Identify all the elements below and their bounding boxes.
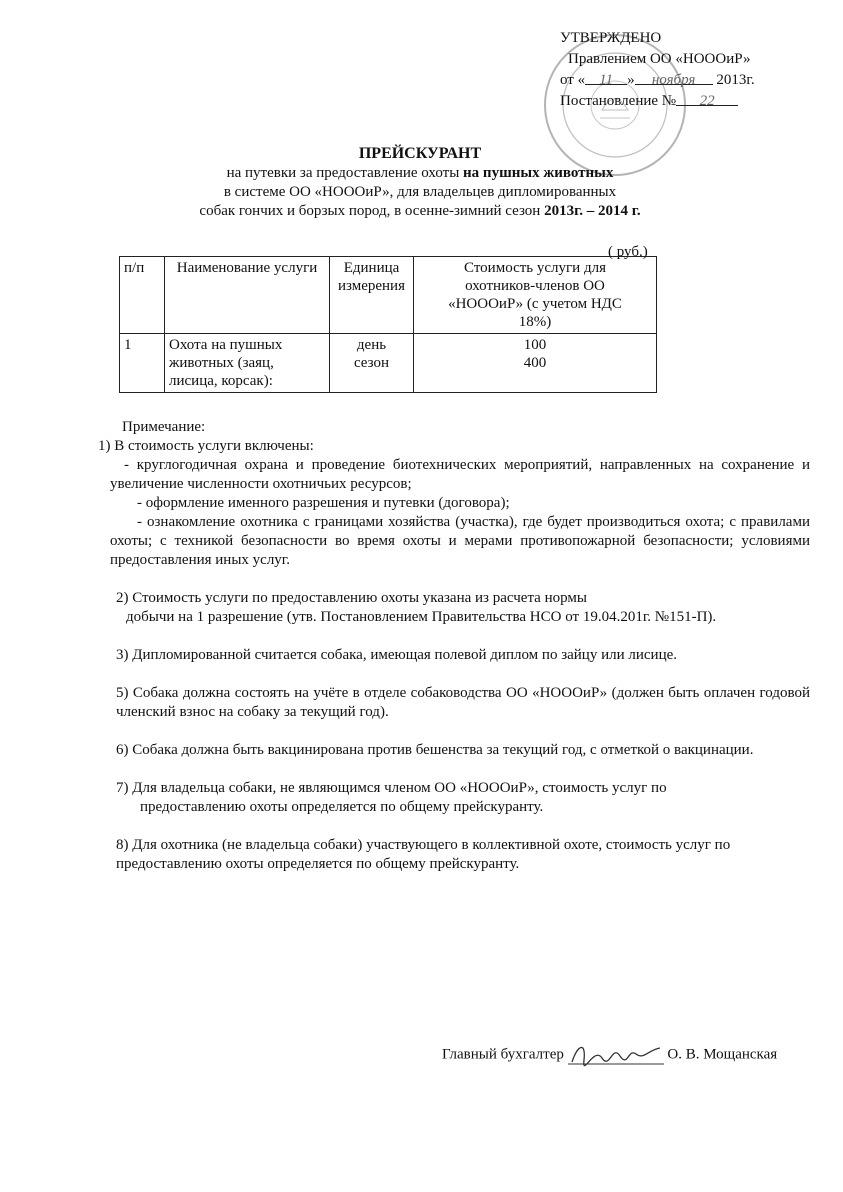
note-7b: предоставлению охоты определяется по общему прейскуранту. <box>140 799 544 815</box>
note-1a: - круглогодичная охрана и проведение биотехнических мероприятий, направленных на сохранение и увеличение численности охотничьих ресурсов; <box>110 457 810 492</box>
subtitle-line-1-text: на путевки за предоставление охоты <box>226 165 464 181</box>
subtitle-line-3-bold: 2013г. – 2014 г. <box>544 203 641 219</box>
handwritten-signature <box>568 1038 664 1072</box>
approval-year: 2013г. <box>716 72 755 88</box>
price-season: 400 <box>523 355 547 371</box>
header-service: Наименование услуги <box>165 257 330 334</box>
signature-block <box>442 1038 777 1072</box>
note-2a: 2) Стоимость услуги по предоставлению охоты указана из расчета нормы <box>116 590 587 606</box>
row-service: Охота на пушных животных (заяц, лисица, корсак): <box>165 334 330 393</box>
note-1b: - оформление именного разрешения и путевки (договора); <box>137 495 510 511</box>
row-price <box>414 334 657 393</box>
unit-day: день <box>356 337 387 353</box>
approval-month: ноября <box>635 70 713 85</box>
table-row <box>120 334 657 393</box>
signer-position: Главный бухгалтер <box>442 1046 564 1063</box>
note-5: 5) Собака должна состоять на учёте в отделе собаководства ОО «НОООиР» (должен быть оплачен годовой членский взнос на собаку за текущий год). <box>116 685 810 720</box>
currency-note: ( руб.) <box>608 244 648 260</box>
price-table <box>119 256 657 393</box>
approval-date-prefix: от « <box>560 72 586 88</box>
row-unit <box>330 334 414 393</box>
note-3: 3) Дипломированной считается собака, имеющая полевой диплом по зайцу или лисице. <box>116 647 678 663</box>
title-block <box>120 144 720 221</box>
approval-day: 11 <box>585 70 627 85</box>
document-title: ПРЕЙСКУРАНТ <box>358 145 482 162</box>
note-7a: 7) Для владельца собаки, не являющимся членом ОО «НОООиР», стоимость услуг по <box>116 780 667 796</box>
unit-season: сезон <box>353 355 390 371</box>
table-header-row <box>120 257 657 334</box>
decree-number: 22 <box>676 91 738 106</box>
note-8: 8) Для охотника (не владельца собаки) участвующего в коллективной охоте, стоимость услуг по предоставлению охоты определяется по общему прейскуранту. <box>116 837 731 872</box>
subtitle-line-2: в системе ОО «НОООиР», для владельцев дипломированных <box>223 184 617 200</box>
signer-name: О. В. Мощанская <box>667 1046 778 1063</box>
header-num: п/п <box>120 257 165 334</box>
subtitle-line-3-text: собак гончих и борзых пород, в осенне-зимний сезон <box>199 203 545 219</box>
note-1: 1) В стоимость услуги включены: <box>98 438 314 454</box>
note-2b: добычи на 1 разрешение (утв. Постановлением Правительства НСО от 19.04.201г. №151-П). <box>126 609 717 625</box>
note-1c: - ознакомление охотника с границами хозяйства (участка), где будет производиться охота; с правилами охоты; с техникой безопасности во время охоты и мерами противопожарной безопасности; условиями предоставления иных услуг. <box>110 514 810 568</box>
notes-heading: Примечание: <box>122 419 206 435</box>
notes-section <box>98 418 810 874</box>
header-unit: Единица измерения <box>330 257 414 334</box>
approval-title: УТВЕРЖДЕНО <box>560 30 662 46</box>
subtitle-line-3 <box>120 202 720 221</box>
decree-label: Постановление № <box>560 93 677 109</box>
subtitle-line-1 <box>120 164 720 183</box>
price-day: 100 <box>523 337 547 353</box>
approval-day-close: » <box>627 72 635 88</box>
approval-body: Правлением ОО «НОООиР» <box>568 51 751 67</box>
row-num: 1 <box>120 334 165 393</box>
subtitle-line-1-bold: на пушных животных <box>463 165 614 181</box>
note-6: 6) Собака должна быть вакцинирована против бешенства за текущий год, с отметкой о вакцинации. <box>116 742 754 758</box>
approval-block <box>560 28 830 112</box>
header-price: Стоимость услуги для охотников-членов ОО «НОООиР» (с учетом НДС 18%) <box>414 257 657 334</box>
